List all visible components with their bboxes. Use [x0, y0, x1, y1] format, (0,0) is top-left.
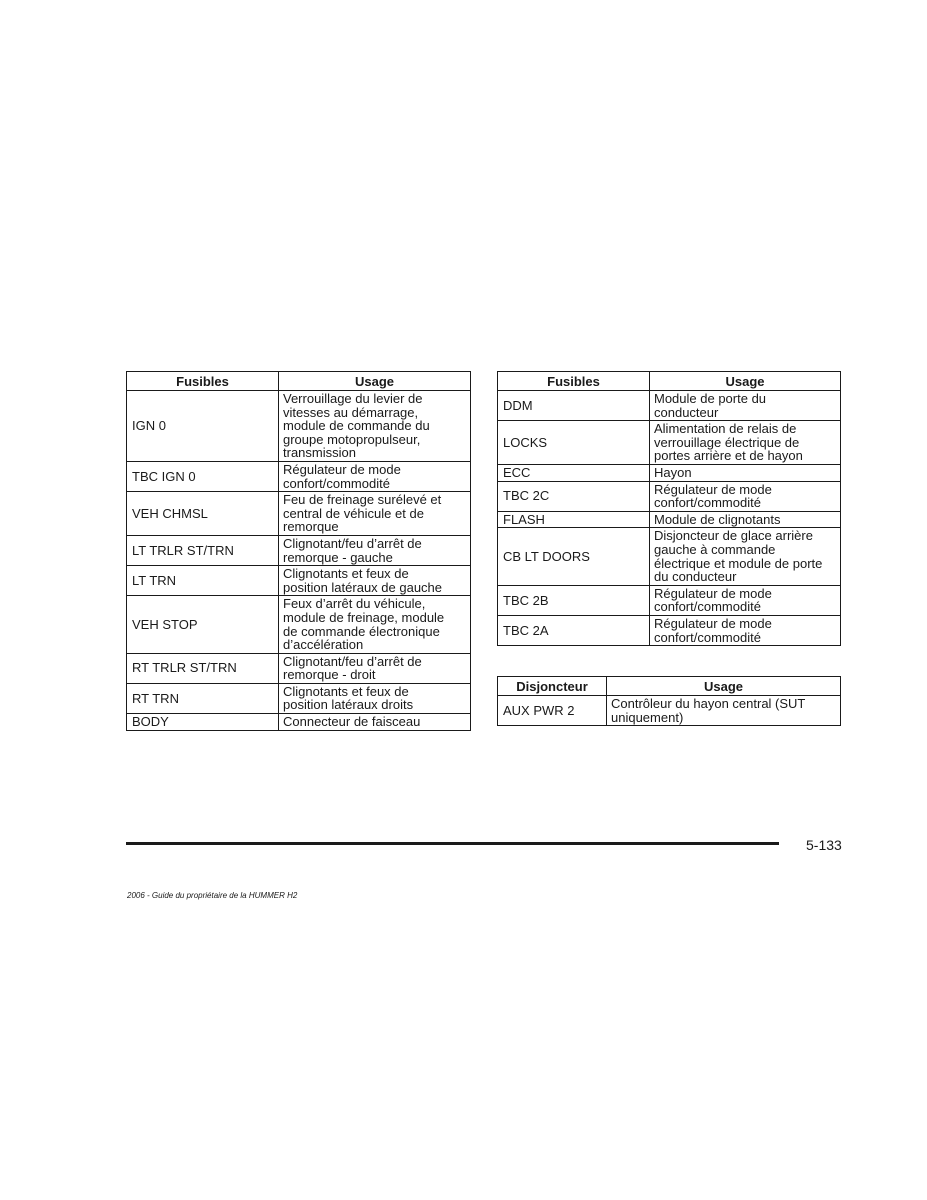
document-footer: 2006 - Guide du propriétaire de la HUMMER H2	[127, 891, 298, 900]
fuse-name-cell: LOCKS	[498, 421, 650, 465]
fuse-name-cell: BODY	[127, 714, 279, 731]
table-row	[127, 535, 471, 565]
footer-divider	[126, 842, 779, 845]
usage-cell: Clignotants et feux de position latéraux droits	[279, 683, 471, 713]
fuse-name-cell: LT TRLR ST/TRN	[127, 535, 279, 565]
fuse-name-cell: LT TRN	[127, 566, 279, 596]
fuse-name-cell: AUX PWR 2	[498, 696, 607, 726]
table-row	[498, 391, 841, 421]
fuse-name-cell: IGN 0	[127, 391, 279, 462]
column-header-fuses: Fusibles	[498, 372, 650, 391]
usage-cell: Clignotants et feux de position latéraux de gauche	[279, 566, 471, 596]
table-header-row	[498, 677, 841, 696]
usage-cell: Module de porte du conducteur	[650, 391, 841, 421]
fuse-name-cell: TBC 2B	[498, 585, 650, 615]
usage-cell: Clignotant/feu d’arrêt de remorque - gauche	[279, 535, 471, 565]
usage-cell: Feu de freinage surélevé et central de véhicule et de remorque	[279, 492, 471, 536]
table-row	[127, 461, 471, 491]
table-row	[498, 696, 841, 726]
column-header-usage: Usage	[650, 372, 841, 391]
fuse-name-cell: TBC 2C	[498, 481, 650, 511]
fuse-table-left	[126, 371, 471, 731]
fuse-table-right	[497, 371, 841, 646]
column-header-fuses: Fusibles	[127, 372, 279, 391]
usage-cell: Régulateur de mode confort/commodité	[650, 585, 841, 615]
table-row	[127, 714, 471, 731]
table-header-row	[498, 372, 841, 391]
table-row	[127, 683, 471, 713]
usage-cell: Verrouillage du levier de vitesses au démarrage, module de commande du groupe motopropulseur, transmission	[279, 391, 471, 462]
fuse-name-cell: ECC	[498, 464, 650, 481]
breaker-table	[497, 676, 841, 726]
usage-cell: Clignotant/feu d’arrêt de remorque - droit	[279, 653, 471, 683]
usage-cell: Module de clignotants	[650, 511, 841, 528]
column-header-usage: Usage	[279, 372, 471, 391]
table-row	[498, 585, 841, 615]
fuse-name-cell: DDM	[498, 391, 650, 421]
fuse-name-cell: CB LT DOORS	[498, 528, 650, 585]
table-row	[498, 615, 841, 645]
usage-cell: Hayon	[650, 464, 841, 481]
table-header-row	[127, 372, 471, 391]
usage-cell: Disjoncteur de glace arrière gauche à commande électrique et module de porte du conducteur	[650, 528, 841, 585]
usage-cell: Alimentation de relais de verrouillage électrique de portes arrière et de hayon	[650, 421, 841, 465]
table-row	[127, 391, 471, 462]
table-row	[127, 653, 471, 683]
column-header-breaker: Disjoncteur	[498, 677, 607, 696]
table-row	[498, 511, 841, 528]
table-row	[498, 464, 841, 481]
fuse-name-cell: RT TRLR ST/TRN	[127, 653, 279, 683]
table-row	[127, 566, 471, 596]
usage-cell: Régulateur de mode confort/commodité	[279, 461, 471, 491]
table-row	[498, 528, 841, 585]
fuse-name-cell: RT TRN	[127, 683, 279, 713]
table-row	[498, 481, 841, 511]
page-number: 5-133	[806, 837, 842, 853]
usage-cell: Régulateur de mode confort/commodité	[650, 481, 841, 511]
table-row	[498, 421, 841, 465]
fuse-name-cell: VEH CHMSL	[127, 492, 279, 536]
usage-cell: Connecteur de faisceau	[279, 714, 471, 731]
usage-cell: Contrôleur du hayon central (SUT uniquement)	[607, 696, 841, 726]
table-row	[127, 492, 471, 536]
usage-cell: Régulateur de mode confort/commodité	[650, 615, 841, 645]
usage-cell: Feux d’arrêt du véhicule, module de freinage, module de commande électronique d’accélération	[279, 596, 471, 653]
fuse-name-cell: TBC IGN 0	[127, 461, 279, 491]
column-header-usage: Usage	[607, 677, 841, 696]
fuse-name-cell: TBC 2A	[498, 615, 650, 645]
fuse-name-cell: VEH STOP	[127, 596, 279, 653]
table-row	[127, 596, 471, 653]
fuse-name-cell: FLASH	[498, 511, 650, 528]
